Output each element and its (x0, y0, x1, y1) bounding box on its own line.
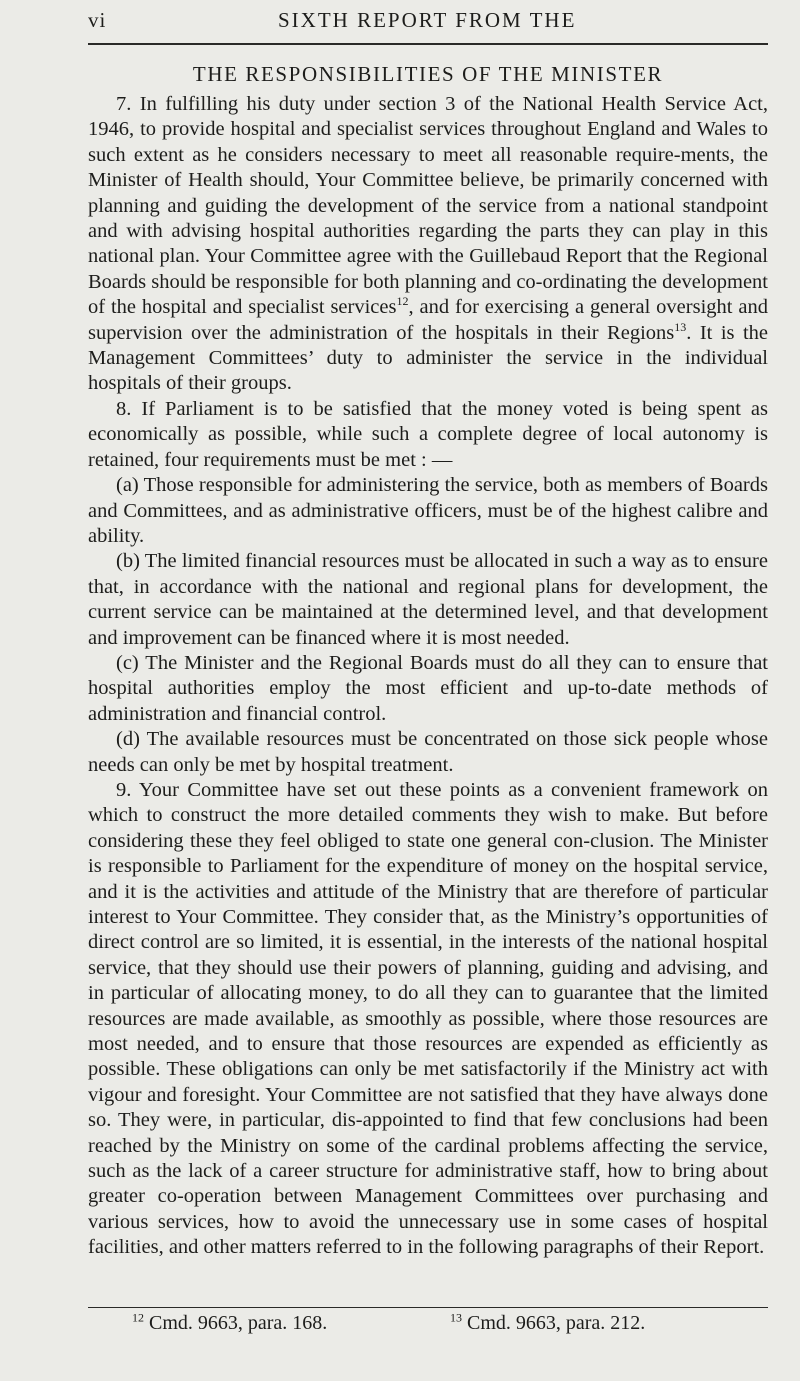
running-header (88, 8, 760, 38)
footnote-13 (450, 1312, 768, 1335)
footnote-text: Cmd. 9663, para. 168. (144, 1312, 328, 1334)
body-text (88, 92, 768, 1261)
footnote-ref-12: 12 (396, 294, 409, 309)
section-title: THE RESPONSIBILITIES OF THE MINISTER (192, 62, 664, 86)
paragraph-8d: (d) The available resources must be concentrated on those sick people whose needs can only be met by hospital treatment. (88, 728, 768, 776)
footnote-text: Cmd. 9663, para. 212. (462, 1312, 646, 1334)
paragraph-7-part-3: . It is the Management Committees’ duty to administer the service in the individual hospitals of their groups. (88, 321, 769, 395)
paragraph-9: 9. Your Committee have set out these points as a convenient framework on which to construct the more detailed comments they wish to make. But before considering these they feel obliged to state one general con-clusion. The Minister is responsible to Parliament for the expenditure of money on the hospital service, and it is the activities and attitude of the Ministry that are therefore of particular interest to Your Committee. They consider that, as the Ministry’s opportunities of direct control are so limited, it is essential, in the interests of the national hospital service, that they should use their powers of planning, guiding and advising, and in particular of allocating money, to do all they can to guarantee that the limited resources are made available, as smoothly as possible, where those resources are most needed, and to ensure that those resources are expended as efficiently as possible. These obligations can only be met satisfactorily if the Ministry act with vigour and foresight. Your Committee are not satisfied that they have always done so. They were, in particular, dis-appointed to find that few conclusions had been reached by the Ministry on some of the cardinal problems affecting the service, such as the lack of a career structure for administrative staff, how to bring about greater co-operation between Management Committees over purchasing and various services, how to avoid the unnecessary use in some cases of hospital facilities, and other matters referred to in the following paragraphs of their Report. (88, 778, 768, 1259)
header-rule (88, 43, 768, 45)
paragraph-8c: (c) The Minister and the Regional Boards must do all they can to ensure that hospital authorities employ the most efficient and up-to-date methods of administration and financial control. (88, 651, 768, 725)
paragraph-8a: (a) Those responsible for administering the service, both as members of Boards and Committees, and as administrative officers, must be of the highest calibre and ability. (88, 474, 768, 547)
footnote-mark: 13 (450, 1310, 462, 1325)
footnotes (132, 1312, 768, 1335)
paragraph-7 (88, 92, 768, 397)
page-number: vi (88, 8, 107, 32)
footnote-mark: 12 (132, 1310, 144, 1325)
footnote-12 (132, 1312, 450, 1335)
running-title: SIXTH REPORT FROM THE (278, 8, 577, 32)
paragraph-8b: (b) The limited financial resources must be allocated in such a way as to ensure that, in accordance with the national and regional plans for development, the current service can be maintained at the determined level, and that development and improvement can be financed where it is most needed. (88, 550, 768, 649)
paragraph-8: 8. If Parliament is to be satisfied that the money voted is being spent as economically as possible, while such a complete degree of local autonomy is retained, four requirements must be met : — (88, 397, 768, 471)
paragraph-7-part-2: , and for exercising a general oversight and supervision over the administration of the hospitals in their Regions (88, 296, 768, 344)
footnote-rule (88, 1307, 768, 1308)
footnote-ref-13: 13 (674, 319, 687, 334)
paragraph-7-part-1: 7. In fulfilling his duty under section 3 of the National Health Service Act, 1946, to provide hospital and specialist services throughout England and Wales to such extent as he considers necessary to meet all reasonable require-ments, the Minister of Health should, Your Committee believe, be primarily concerned with planning and guiding the development of the service from a national standpoint and with advising hospital authorities regarding the parts they can play in this national plan. Your Committee agree with the Guillebaud Report that the Regional Boards should be responsible for both planning and co-ordinating the development of the hospital and specialist services (88, 93, 768, 319)
